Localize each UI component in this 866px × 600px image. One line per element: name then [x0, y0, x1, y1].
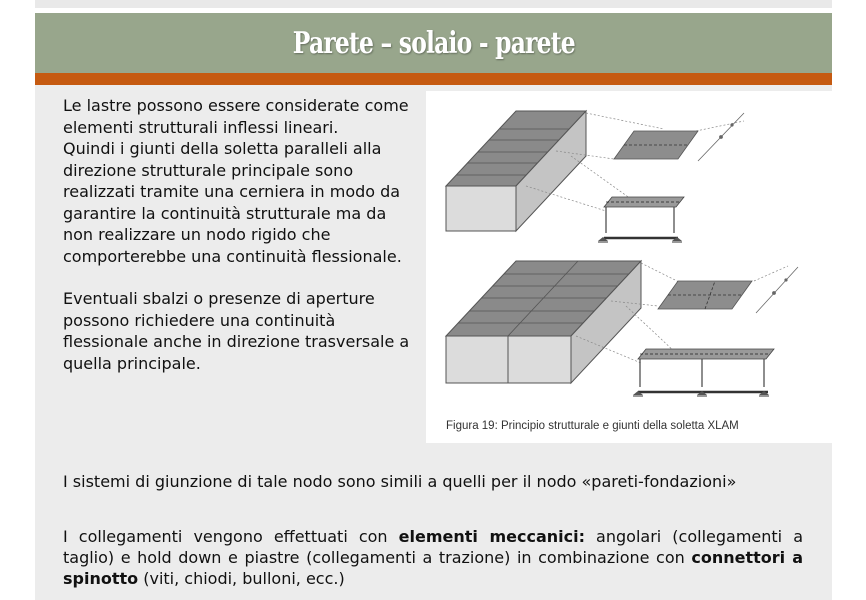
- lower-plate: [658, 281, 752, 309]
- text-span: I collegamenti vengono effettuati con: [63, 527, 399, 546]
- upper-frame: [598, 197, 684, 242]
- lower-frame: [633, 349, 774, 396]
- page-title: Parete – solaio - parete: [292, 25, 575, 61]
- bottom-paragraph-2: [63, 526, 803, 589]
- paragraph-1: Le lastre possono essere considerate come elementi strutturali inflessi lineari.: [63, 96, 409, 137]
- bold-span: connettori a spinotto: [63, 548, 803, 588]
- text-span: angolari (collegamenti a taglio) e hold down e piastre (collegamenti a trazione) in combinazione con: [63, 527, 803, 567]
- text-span: (viti, chiodi, bulloni, ecc.): [138, 569, 345, 588]
- upper-block: [446, 111, 586, 231]
- bold-span: elementi meccanici:: [398, 527, 585, 546]
- lower-block: [446, 261, 641, 383]
- paragraph-3: Eventuali sbalzi o presenze di aperture possono richiedere una continuità flessionale anche in direzione trasversale a quella principale.: [63, 289, 410, 373]
- bottom-paragraph-1: I sistemi di giunzione di tale nodo sono simili a quelli per il nodo «pareti-fondazioni»: [63, 472, 737, 491]
- paragraph-2: Quindi i giunti della soletta paralleli alla direzione strutturale principale sono realizzati tramite una cerniera in modo da garantire la continuità strutturale ma da non realizzare un nodo rigido che comporterebbe una continuità flessionale.: [63, 139, 402, 266]
- figure: [426, 91, 832, 443]
- figure-caption: Figura 19: Principio strutturale e giunti della soletta XLAM: [446, 420, 739, 432]
- structural-diagram: [426, 91, 832, 443]
- left-text-block: [63, 95, 413, 374]
- top-strip: [35, 0, 832, 8]
- title-bar: [35, 13, 832, 73]
- accent-bar: [35, 73, 832, 85]
- upper-plate: [614, 131, 698, 159]
- slide: [35, 13, 832, 600]
